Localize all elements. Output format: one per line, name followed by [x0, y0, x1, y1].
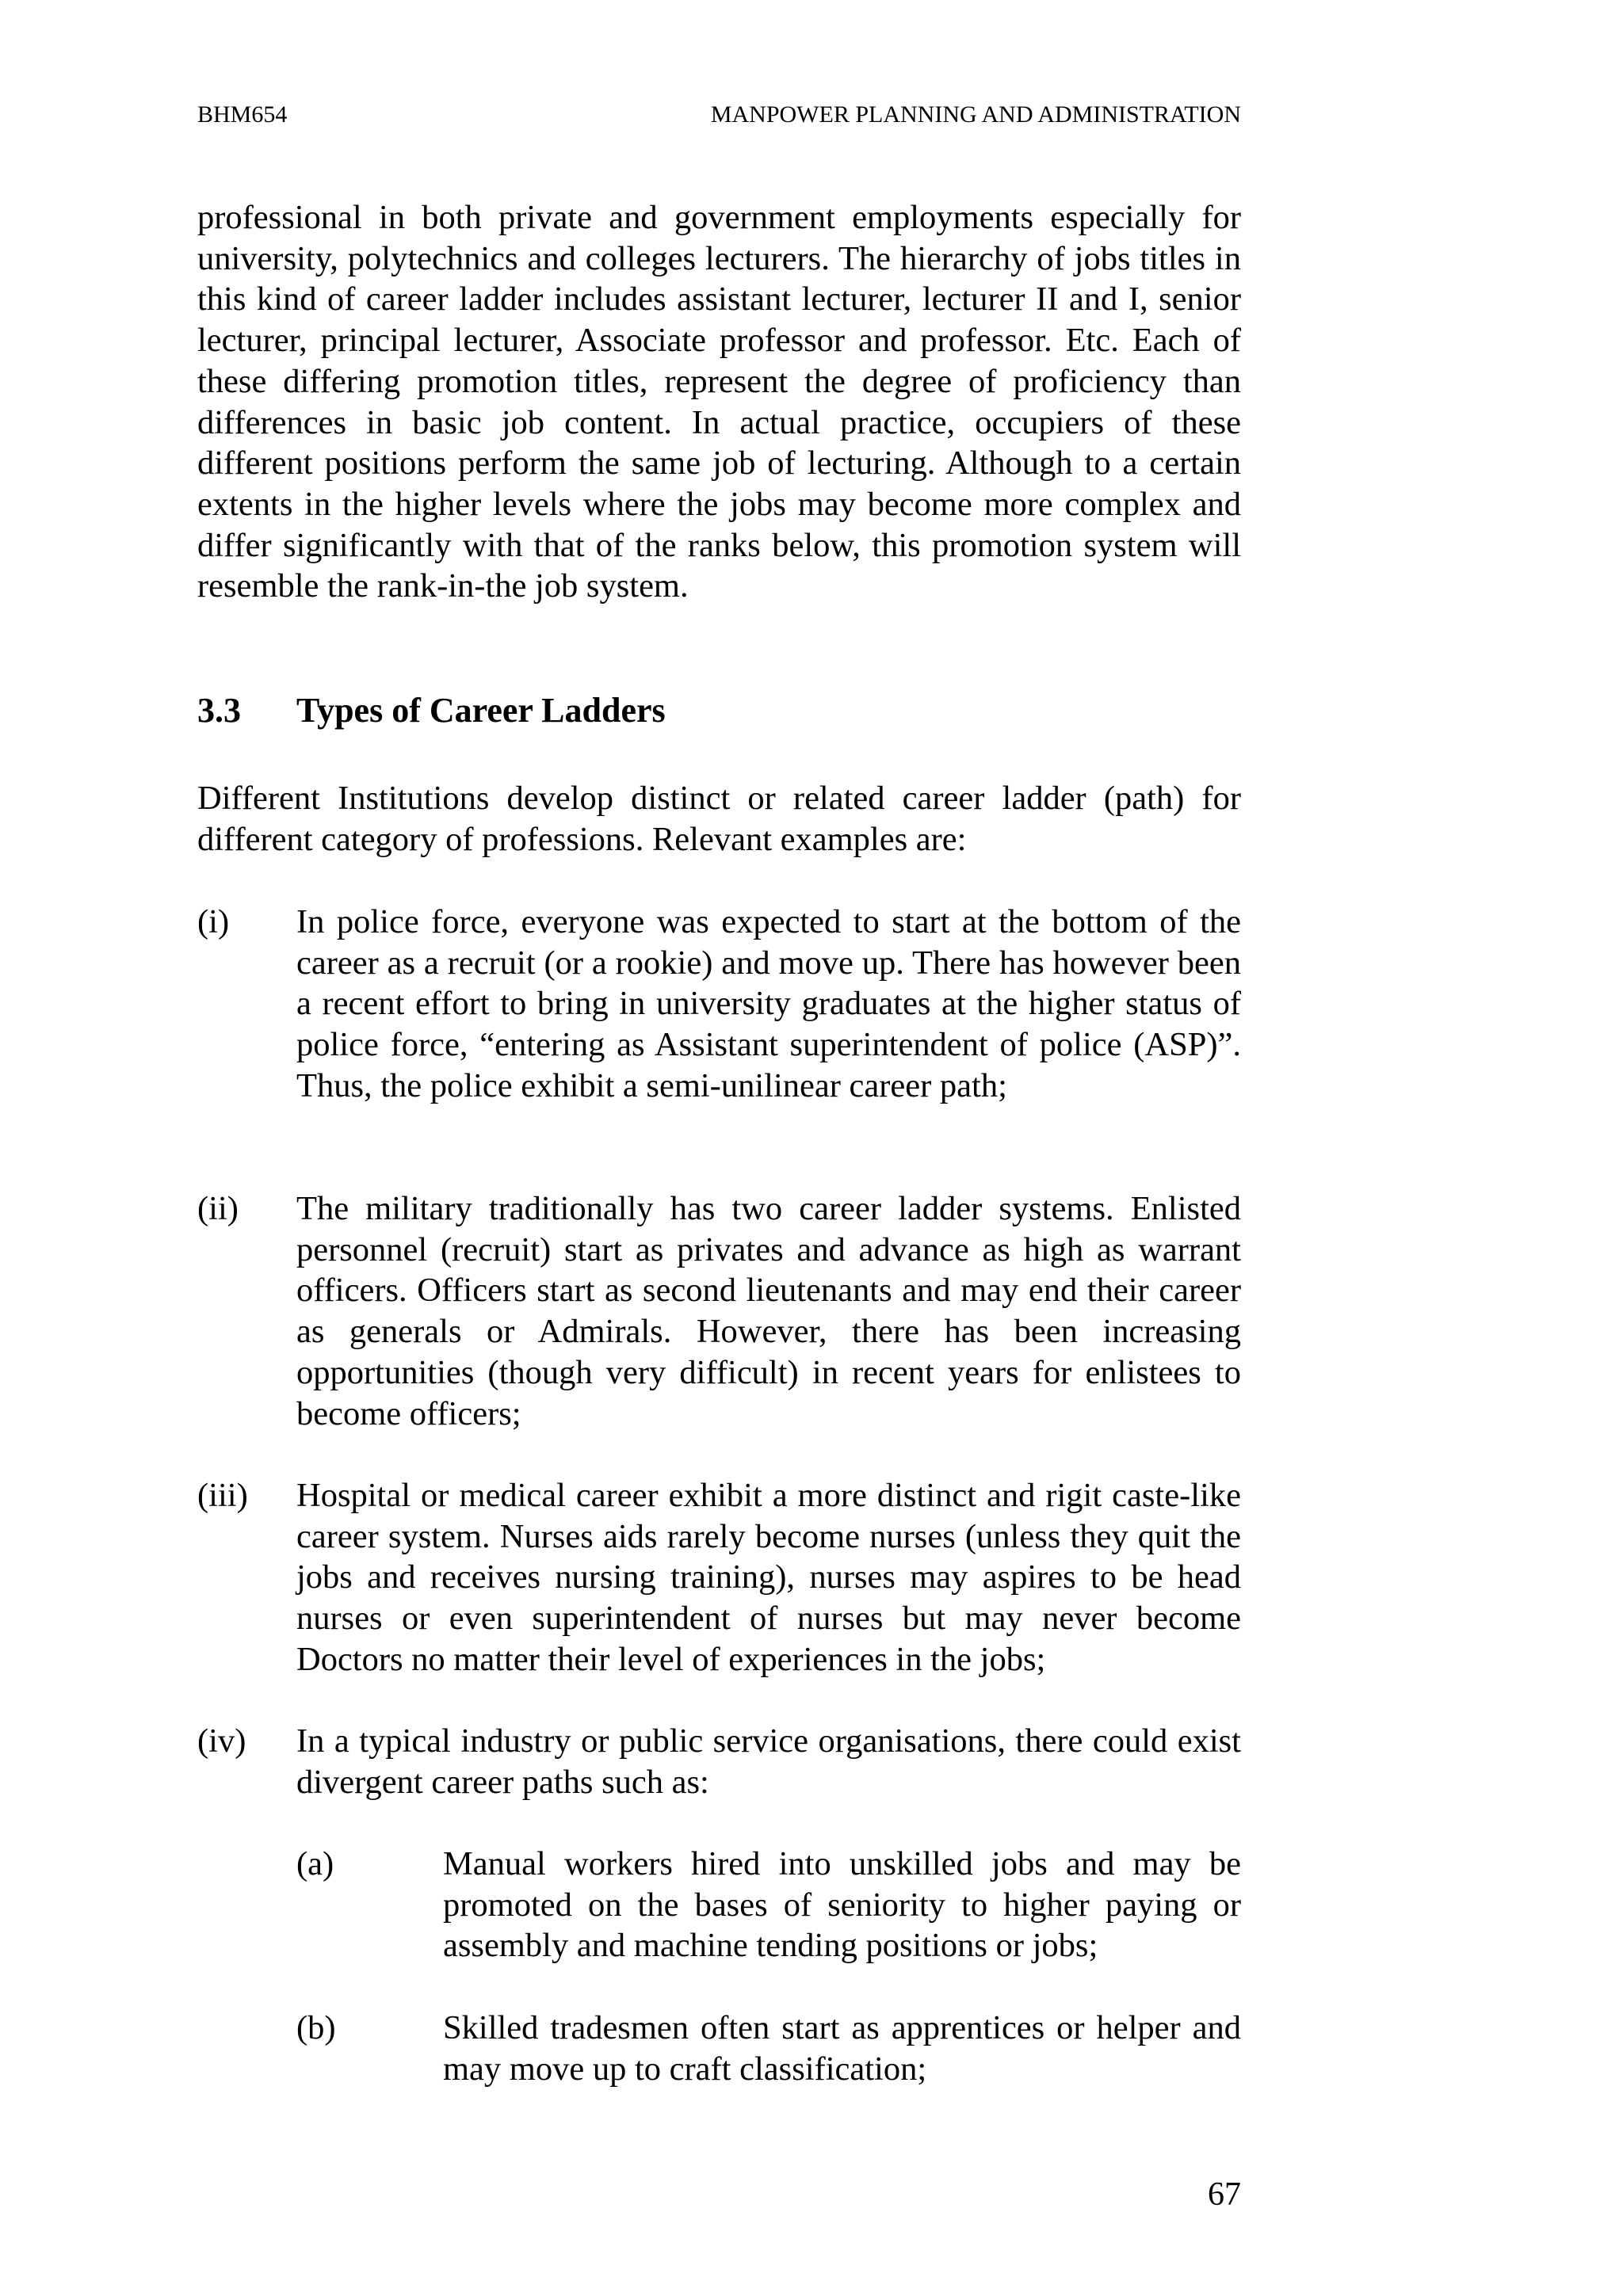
section-title: Types of Career Ladders — [296, 691, 666, 730]
course-code: BHM654 — [197, 101, 288, 128]
sub-list-item-text: Manual workers hired into unskilled jobs and may be promoted on the bases of seniority to higher paying or assembly and machine tending positions or jobs; — [443, 1845, 1241, 1965]
list-item-marker: (iii) — [197, 1477, 248, 1514]
list-item-marker: (iv) — [197, 1722, 246, 1760]
course-title: MANPOWER PLANNING AND ADMINISTRATION — [710, 101, 1241, 128]
list-item — [197, 1475, 1241, 1680]
list-item — [197, 1721, 1241, 1802]
sub-list-item-marker: (b) — [296, 2009, 336, 2046]
list-item-text: The military traditionally has two career ladder systems. Enlisted personnel (recruit) start as privates and advance as high as warrant officers. Officers start as second lieutenants and may end their career as generals or Admirals. However, there has been increasing opportunities (though very difficult) in recent years for enlistees to become officers; — [296, 1190, 1241, 1432]
list-item-marker: (i) — [197, 903, 230, 940]
list-item-text: In a typical industry or public service organisations, there could exist divergent career paths such as: — [296, 1722, 1241, 1801]
list-item — [197, 902, 1241, 1107]
list-item — [197, 1188, 1241, 1434]
sub-list-item — [296, 1844, 1241, 1966]
lead-paragraph: Different Institutions develop distinct or related career ladder (path) for different category of professions. Relevant examples are: — [197, 780, 1241, 858]
list-item-text: In police force, everyone was expected to start at the bottom of the career as a recruit (or a rookie) and move up. There has however been a recent effort to bring in university graduates at the higher status of police force, “entering as Assistant superintendent of police (ASP)”. Thus, the police exhibit a semi-unilinear career path; — [296, 903, 1241, 1104]
list-item-text: Hospital or medical career exhibit a more distinct and rigit caste-like career system. Nurses aids rarely become nurses (unless they quit the jobs and receives nursing training), nurses may aspires to be head nurses or even superintendent of nurses but may never become Doctors no matter their level of experiences in the jobs; — [296, 1477, 1241, 1678]
sub-list-item-text: Skilled tradesmen often start as apprentices or helper and may move up to craft classification; — [443, 2009, 1241, 2088]
intro-paragraph: professional in both private and government employments especially for university, polytechnics and colleges lecturers. The hierarchy of jobs titles in this kind of career ladder includes assistant lecturer, lecturer II and I, senior lecturer, principal lecturer, Associate professor and professor. Etc. Each of these differing promotion titles, represent the degree of proficiency than differences in basic job content. In actual practice, occupiers of these different positions perform the same job of lecturing. Although to a certain extents in the higher levels where the jobs may become more complex and differ significantly with that of the ranks below, this promotion system will resemble the rank-in-the job system. — [197, 199, 1241, 605]
sub-list-item — [296, 2008, 1241, 2089]
section-heading — [197, 689, 666, 732]
section-number: 3.3 — [197, 691, 241, 730]
list-item-marker: (ii) — [197, 1190, 239, 1227]
sub-list-item-marker: (a) — [296, 1845, 334, 1882]
page-number: 67 — [1208, 2176, 1241, 2213]
